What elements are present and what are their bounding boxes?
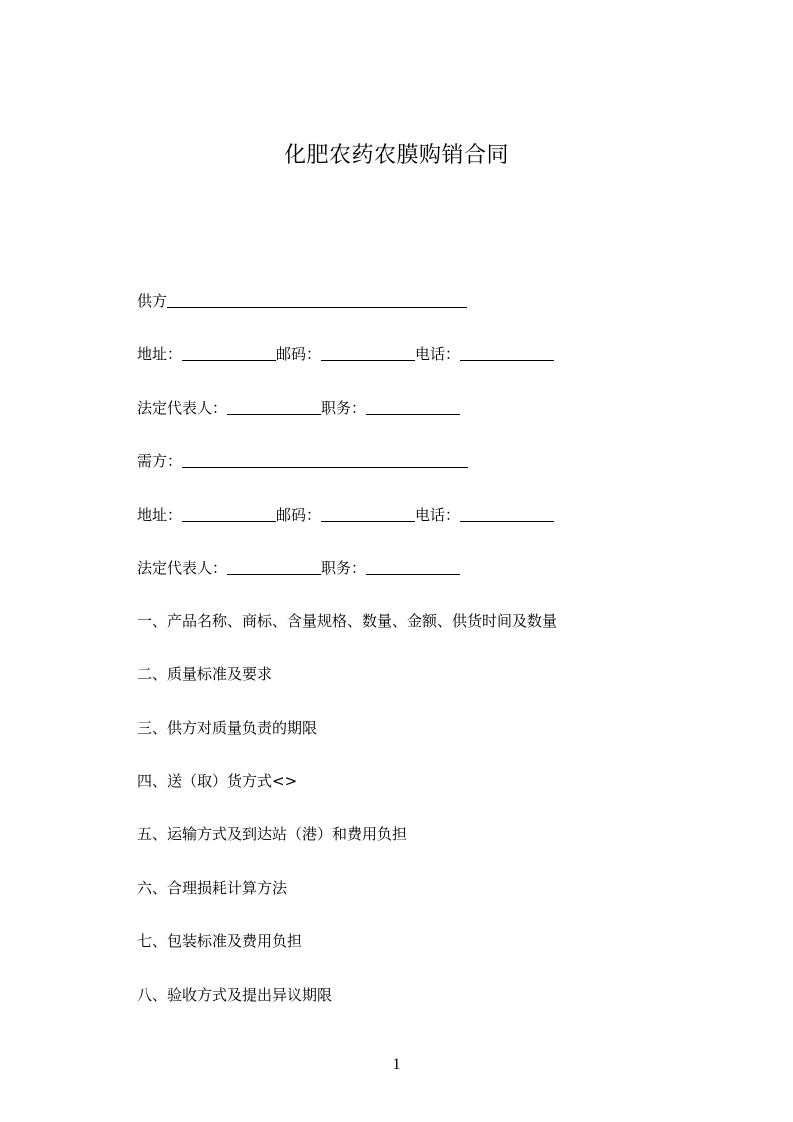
clause-6: 六、合理损耗计算方法: [137, 879, 288, 897]
supplier-position-blank: [366, 398, 460, 415]
buyer-address-blank: [182, 505, 276, 522]
buyer-address-label: 地址：: [137, 506, 183, 524]
clause-2: 二、质量标准及要求: [137, 665, 273, 683]
buyer-line: [137, 450, 468, 472]
clause-8: 八、验收方式及提出异议期限: [137, 986, 333, 1004]
buyer-rep-label: 法定代表人：: [137, 559, 228, 577]
buyer-rep-blank: [227, 558, 321, 575]
buyer-label: 需方：: [137, 452, 183, 470]
buyer-postcode-label: 邮码：: [276, 506, 322, 524]
supplier-postcode-blank: [321, 344, 415, 361]
clause-4: 四、送（取）货方式<>: [137, 772, 298, 790]
buyer-name-blank: [182, 451, 468, 468]
supplier-rep-blank: [227, 398, 321, 415]
buyer-rep-line: [137, 557, 460, 579]
buyer-phone-blank: [460, 505, 554, 522]
supplier-phone-blank: [460, 344, 554, 361]
supplier-position-label: 职务：: [321, 399, 367, 417]
clause-3: 三、供方对质量负责的期限: [137, 719, 318, 737]
supplier-contact-line: [137, 343, 554, 365]
buyer-contact-line: [137, 504, 554, 526]
supplier-label: 供方: [137, 292, 168, 310]
supplier-rep-line: [137, 397, 460, 419]
supplier-phone-label: 电话：: [415, 345, 461, 363]
clause-5: 五、运输方式及到达站（港）和费用负担: [137, 825, 408, 843]
buyer-postcode-blank: [321, 505, 415, 522]
supplier-address-label: 地址：: [137, 345, 183, 363]
contract-title: 化肥农药农膜购销合同: [283, 143, 509, 168]
page-number: 1: [392, 1056, 401, 1073]
supplier-rep-label: 法定代表人：: [137, 399, 228, 417]
buyer-position-blank: [366, 558, 460, 575]
supplier-address-blank: [182, 344, 276, 361]
supplier-postcode-label: 邮码：: [276, 345, 322, 363]
buyer-phone-label: 电话：: [415, 506, 461, 524]
buyer-position-label: 职务：: [321, 559, 367, 577]
supplier-name-blank: [167, 291, 467, 308]
supplier-line: [137, 290, 467, 312]
clause-7: 七、包装标准及费用负担: [137, 932, 303, 950]
clause-1: 一、产品名称、商标、含量规格、数量、金额、供货时间及数量: [137, 612, 558, 630]
